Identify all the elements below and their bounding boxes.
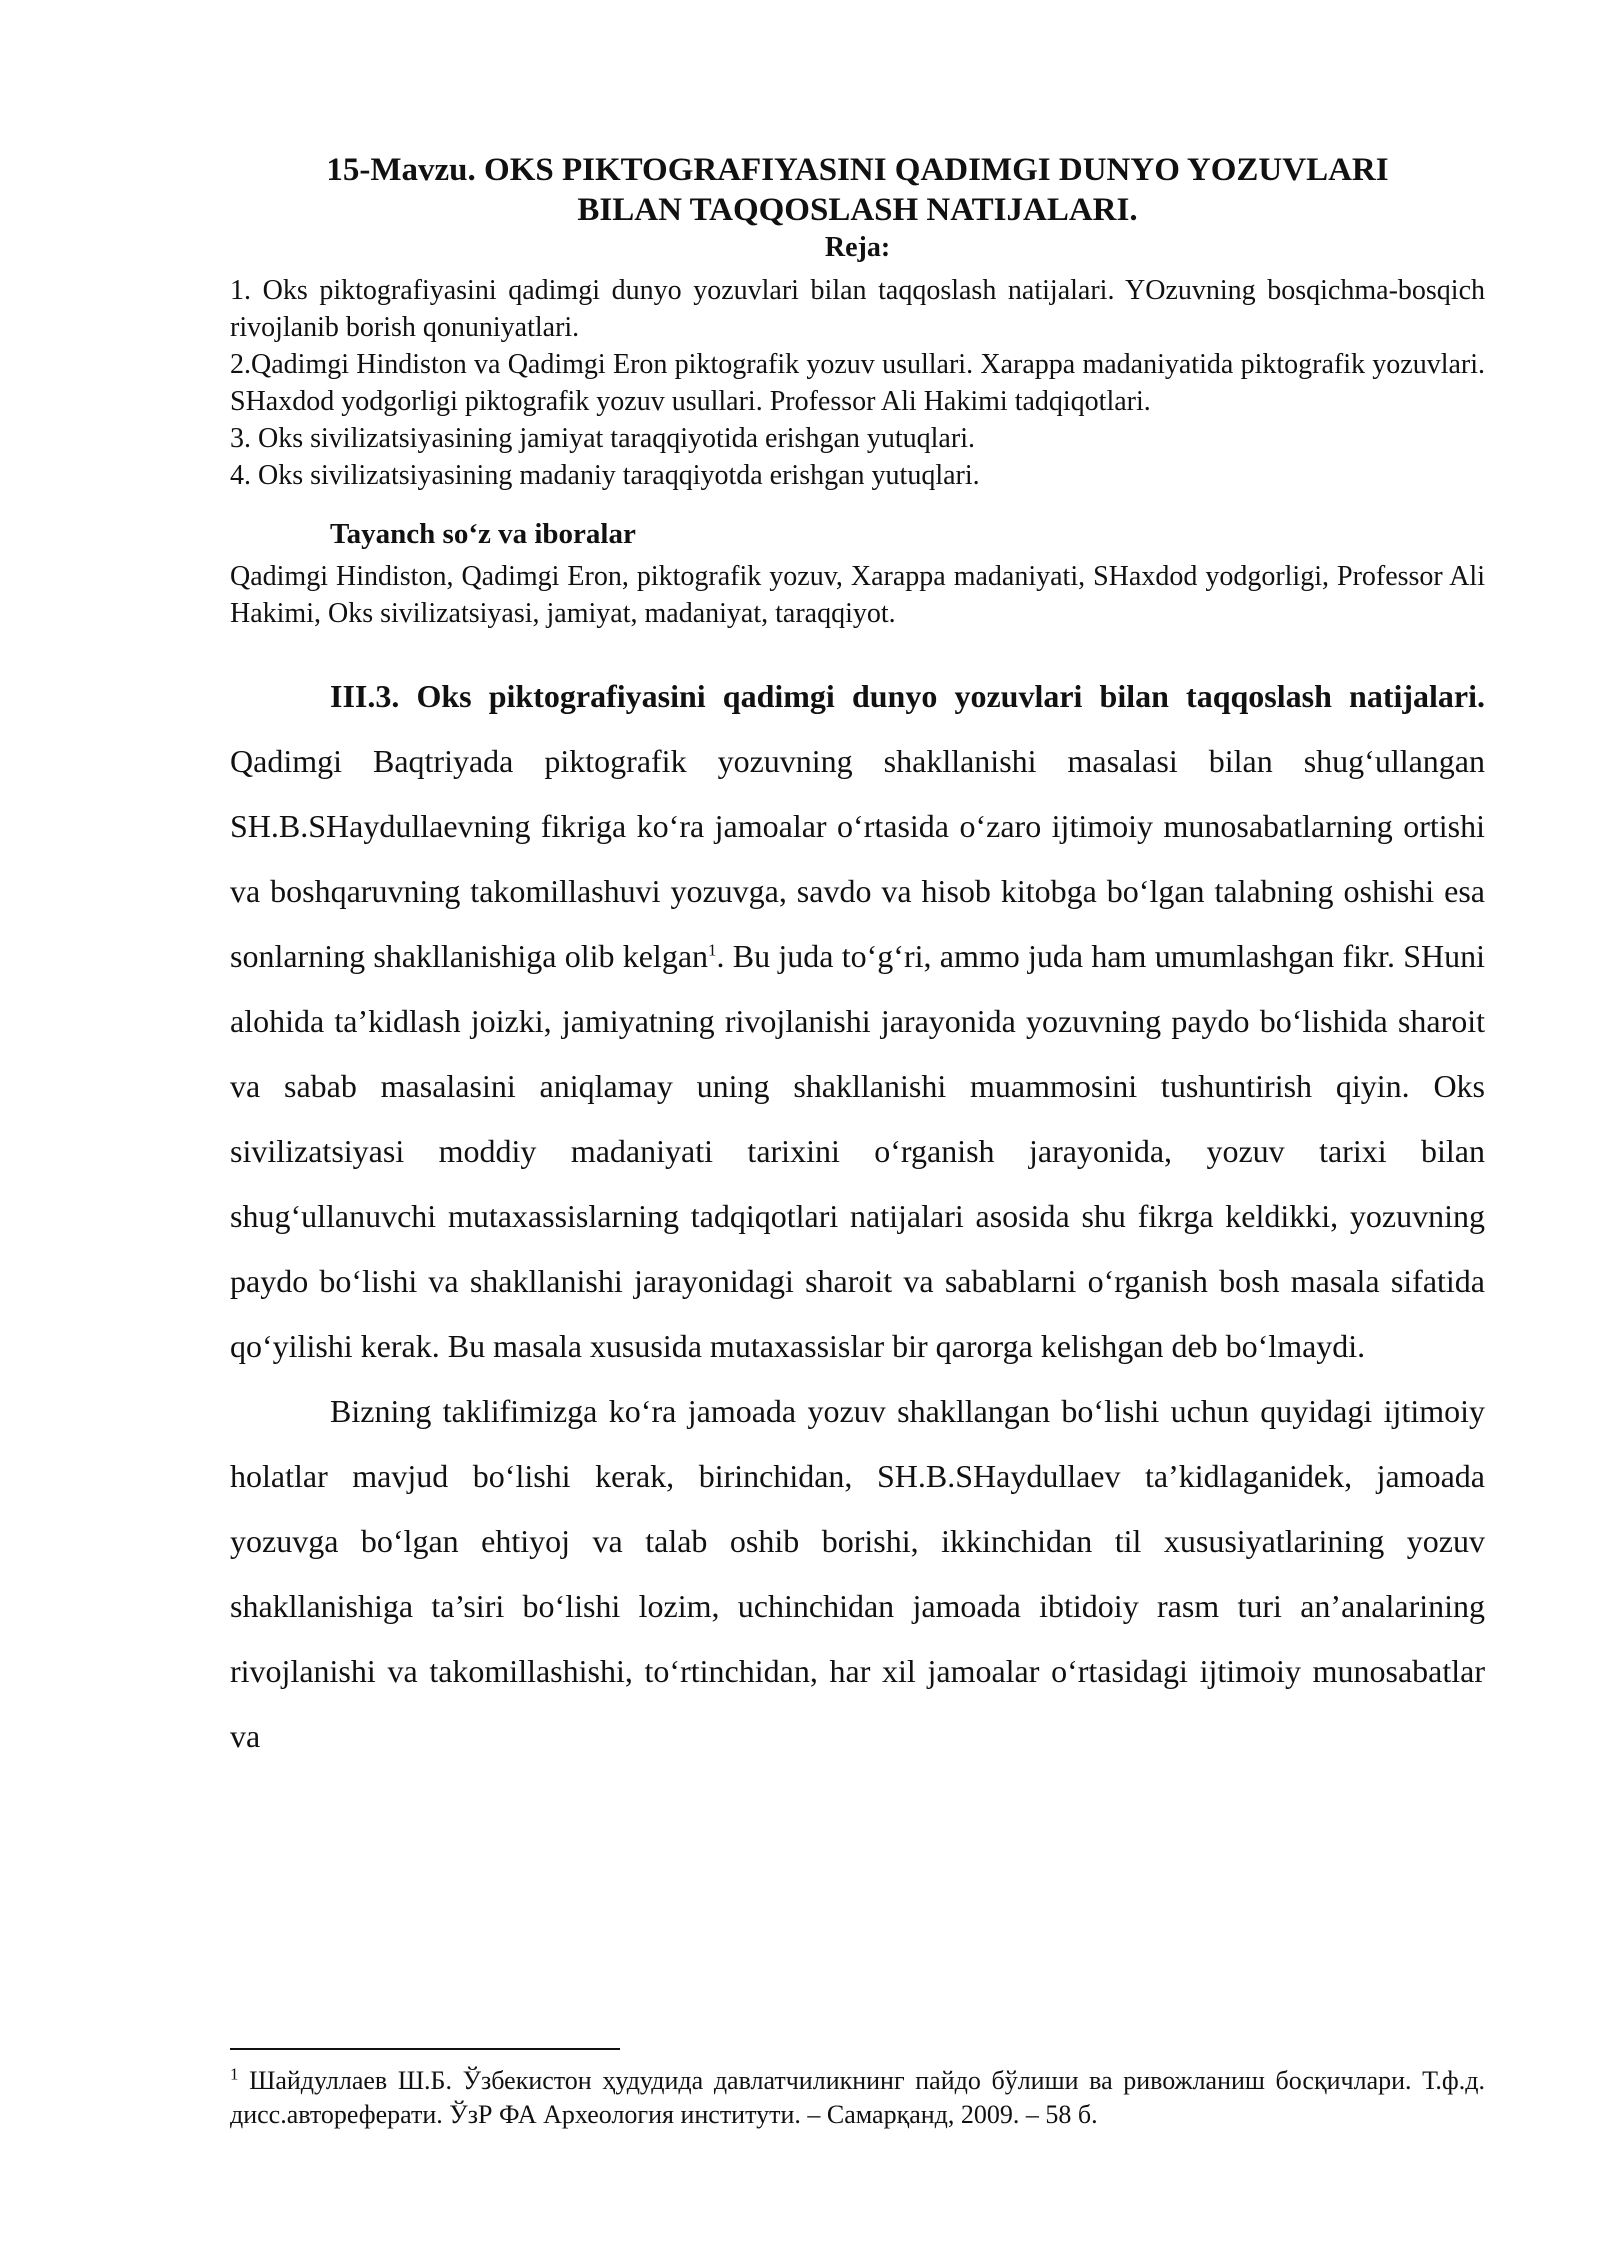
paragraph-1-part-2: . Bu juda to‘g‘ri, ammo juda ham umumlashgan fikr. SHuni alohida ta’kidlash joizki, jamiyatning rivojlanishi jarayonida yozuvning paydo bo‘lishida sharoit va sabab masalasini aniqlamay uning shakllanishi muammosini tushuntirish qiyin. Oks sivilizatsiyasi moddiy madaniyati tarixini o‘rganish jarayonida, yozuv tarixi bilan shug‘ullanuvchi mutaxassislarning tadqiqotlari natijalari asosida shu fikrga keldikki, yozuvning paydo bo‘lishi va shakllanishi jarayonidagi sharoit va sabablarni o‘rganish bosh masala sifatida qo‘yilishi kerak. Bu masala xususida mutaxassislar bir qarorga kelishgan deb bo‘lmaydi. bbox=[230, 938, 1485, 1364]
footnote bbox=[230, 2064, 1485, 2132]
footnote-marker: 1 bbox=[230, 2064, 239, 2084]
footnote-reference[interactable]: 1 bbox=[708, 940, 717, 960]
title-line-1: OKS PIKTOGRAFIYASINI QADIMGI DUNYO YOZUVLARI bbox=[484, 152, 1389, 188]
paragraph-1 bbox=[230, 664, 1485, 1379]
page-content bbox=[230, 150, 1485, 1769]
title-prefix: 15-Mavzu. bbox=[326, 152, 476, 188]
plan-item-3: 3. Oks sivilizatsiyasining jamiyat taraqqiyotida erishgan yutuqlari. bbox=[230, 423, 975, 454]
keywords-heading: Tayanch so‘z va iboralar bbox=[330, 518, 636, 550]
title-line-2: BILAN TAQQOSLASH NATIJALARI. bbox=[577, 192, 1138, 228]
paragraph-1-part-1: Qadimgi Baqtriyada piktografik yozuvning shakllanishi masalasi bilan shug‘ullangan SH.B.SHaydullaevning fikriga ko‘ra jamoalar o‘rtasida o‘zaro ijtimoiy munosabatlarning ortishi va boshqaruvning takomillashuvi yozuvga, savdo va hisob kitobga bo‘lgan talabning oshishi esa sonlarning shakllanishiga olib kelgan bbox=[230, 743, 1485, 974]
footnote-divider bbox=[230, 2048, 620, 2050]
document-title bbox=[230, 150, 1485, 230]
plan-item-2: 2.Qadimgi Hindiston va Qadimgi Eron piktografik yozuv usullari. Xarappa madaniyatida piktografik yozuvlari. SHaxdod yodgorligi piktografik yozuv usullari. Professor Ali Hakimi tadqiqotlari. bbox=[230, 349, 1485, 417]
section-heading: III.3. Oks piktografiyasini qadimgi dunyo yozuvlari bilan taqqoslash natijalari. bbox=[330, 678, 1485, 714]
plan-item-4: 4. Oks sivilizatsiyasining madaniy taraqqiyotda erishgan yutuqlari. bbox=[230, 460, 980, 491]
paragraph-2: Bizning taklifimizga ko‘ra jamoada yozuv shakllangan bo‘lishi uchun quyidagi ijtimoiy holatlar mavjud bo‘lishi kerak, birinchidan, SH.B.SHaydullaev ta’kidlaganidek, jamoada yozuvga bo‘lgan ehtiyoj va talab oshib borishi, ikkinchidan til xususiyatlarining yozuv shakllanishiga ta’siri bo‘lishi lozim, uchinchidan jamoada ibtidoiy rasm turi an’analarining rivojlanishi va takomillashishi, to‘rtinchidan, har xil jamoalar o‘rtasidagi ijtimoiy munosabatlar va bbox=[230, 1393, 1485, 1754]
plan-item-1: 1. Oks piktografiyasini qadimgi dunyo yozuvlari bilan taqqoslash natijalari. YOzuvning bosqichma-bosqich rivojlanib borish qonuniyatlari. bbox=[230, 275, 1485, 343]
footnote-text: Шайдуллаев Ш.Б. Ўзбекистон ҳудудида давлатчиликнинг пайдо бўлиши ва ривожланиш босқичлари. Т.ф.д. дисс.автореферати. ЎзР ФА Археология институти. – Самарқанд, 2009. – 58 б. bbox=[230, 2066, 1485, 2129]
plan-label: Reja: bbox=[824, 232, 891, 263]
plan-list bbox=[230, 272, 1485, 494]
main-section bbox=[230, 664, 1485, 1769]
keywords-text: Qadimgi Hindiston, Qadimgi Eron, piktografik yozuv, Xarappa madaniyati, SHaxdod yodgorligi, Professor Ali Hakimi, Oks sivilizatsiyasi, jamiyat, madaniyat, taraqqiyot. bbox=[230, 561, 1485, 629]
